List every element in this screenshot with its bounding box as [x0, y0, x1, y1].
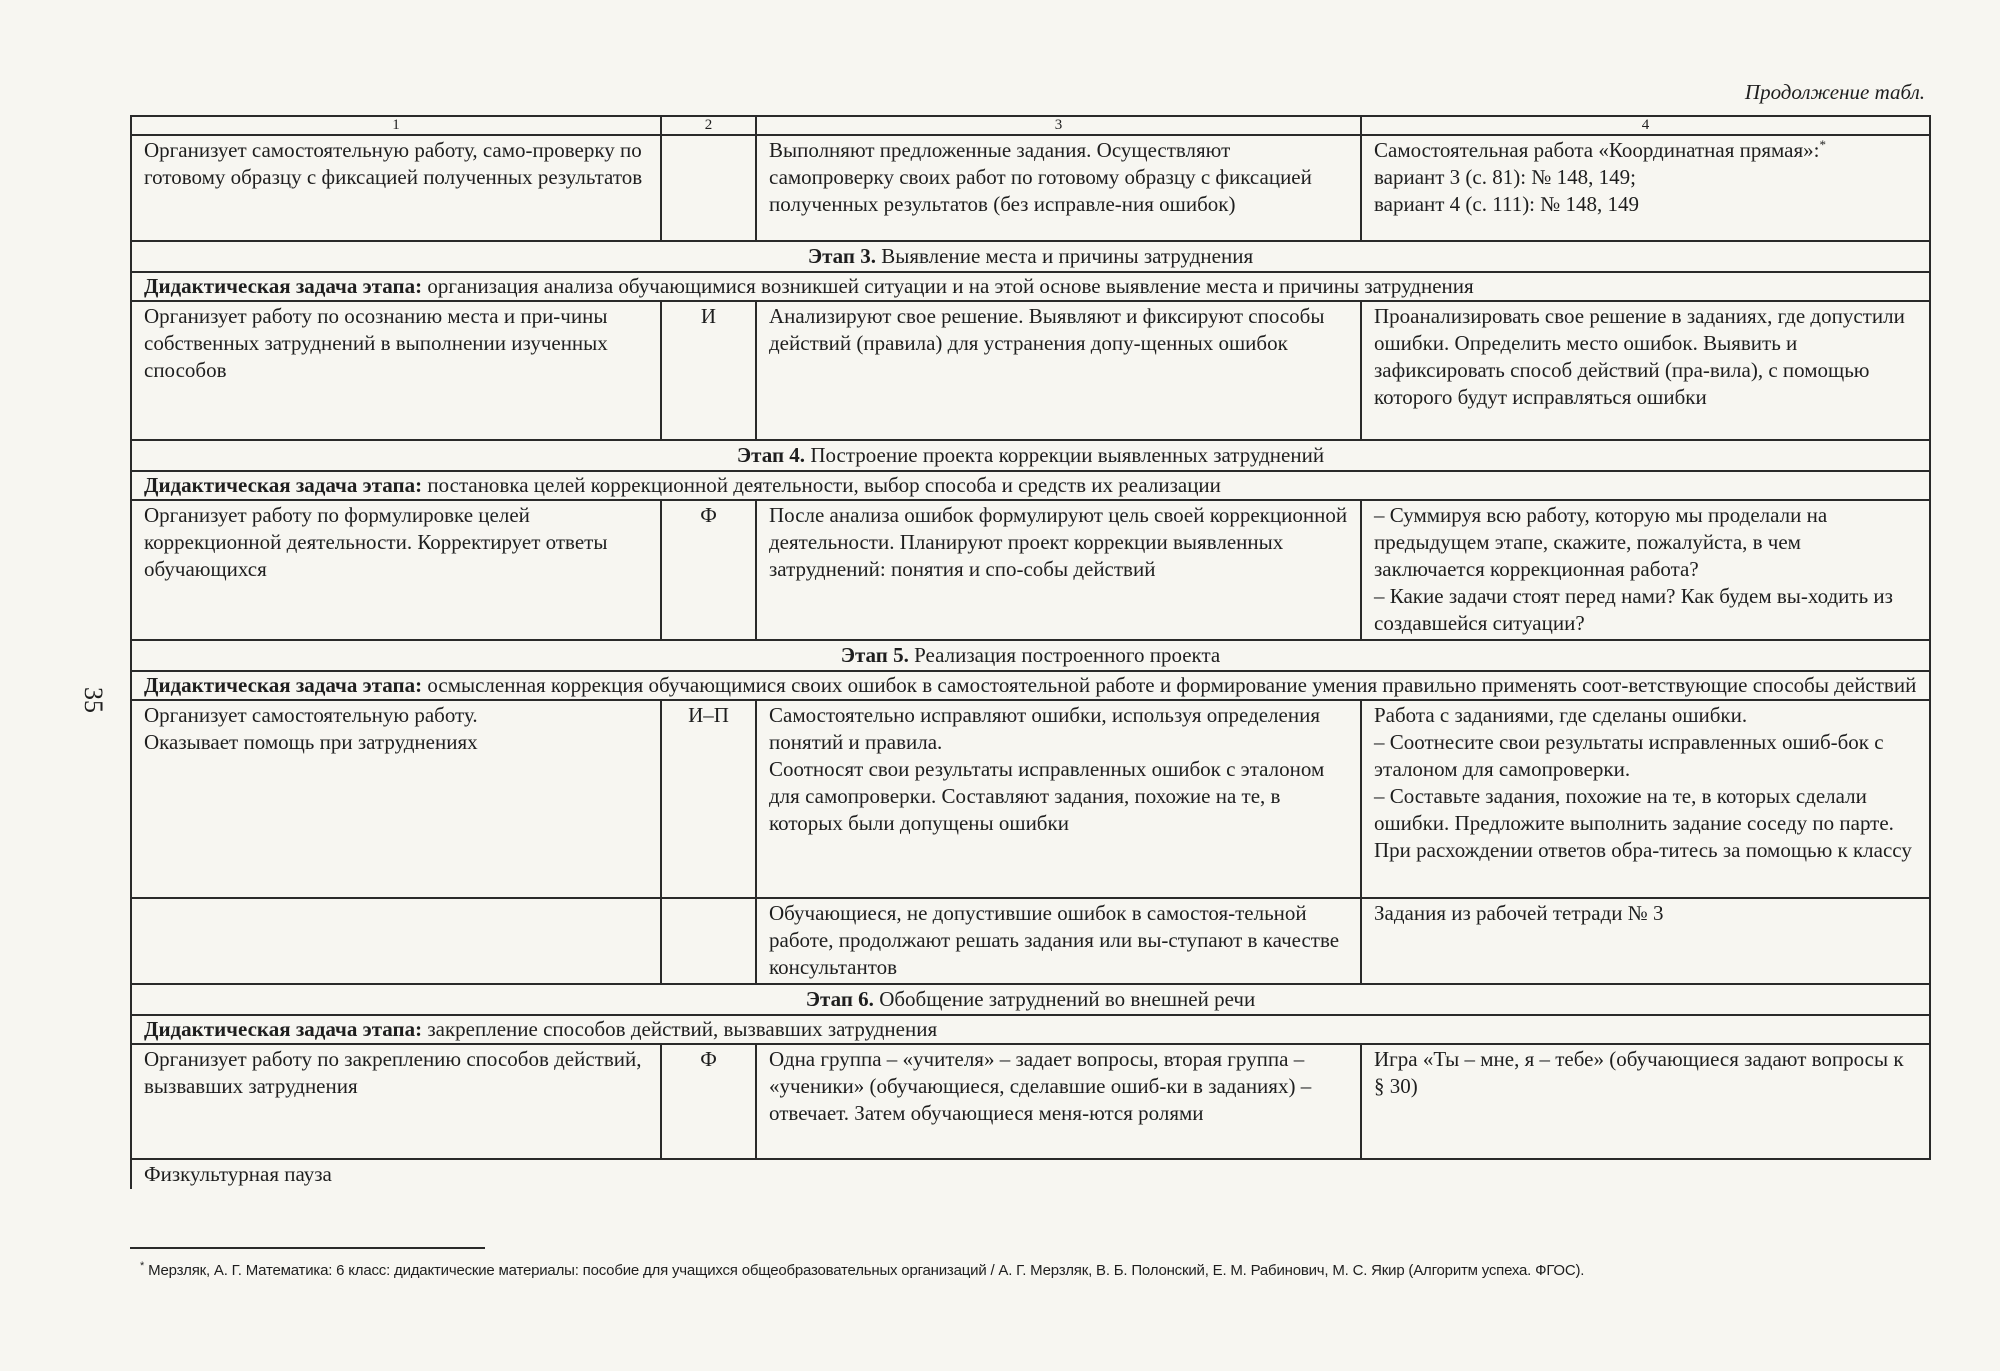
- stage-text: Реализация построенного проекта: [914, 643, 1221, 667]
- task-row: [131, 272, 1930, 301]
- stage-6-task: [131, 1015, 1930, 1044]
- stage-text: Построение проекта коррекции выявленных затруднений: [810, 443, 1325, 467]
- student-activity-cell: Выполняют предложенные задания. Осуществляют самопроверку своих работ по готовому образцу с фиксацией полученных результатов (без исправле-ния ошибок): [756, 135, 1361, 241]
- variant-4: вариант 4 (с. 111): № 148, 149: [1374, 192, 1640, 216]
- task-content-cell: [1361, 135, 1930, 241]
- stage-label: Этап 4.: [736, 443, 806, 467]
- footnote-mark: *: [1819, 137, 1827, 152]
- stage-text: Выявление места и причины затруднения: [881, 244, 1254, 268]
- stage-label: Этап 3.: [807, 244, 876, 268]
- task-label: Дидактическая задача этапа:: [144, 1017, 423, 1041]
- stage-5-title: [131, 640, 1930, 671]
- task-content-cell: Игра «Ты – мне, я – тебе» (обучающиеся задают вопросы к § 30): [1361, 1044, 1930, 1159]
- stage-row: [131, 440, 1930, 471]
- student-activity-cell: [756, 700, 1361, 898]
- work-form-cell: И–П: [661, 700, 756, 898]
- task-row: [131, 671, 1930, 700]
- task-row: [131, 471, 1930, 500]
- student-activity-cell: Одна группа – «учителя» – задает вопросы, вторая группа – «ученики» (обучающиеся, сделавшие ошиб-ки в заданиях) – отвечает. Затем обучающиеся меня-ются ролями: [756, 1044, 1361, 1159]
- table-row: [131, 898, 1930, 984]
- footnote: [140, 1262, 1930, 1279]
- pause-cell: Физкультурная пауза: [131, 1159, 1930, 1189]
- variant-3: вариант 3 (с. 81): № 148, 149;: [1374, 165, 1636, 189]
- student-activity-cell: Анализируют свое решение. Выявляют и фиксируют способы действий (правила) для устранения допу-щенных ошибок: [756, 301, 1361, 440]
- header-cell-1: 1: [131, 116, 661, 135]
- work-form-cell: Ф: [661, 500, 756, 640]
- stage-3-task: [131, 272, 1930, 301]
- student-activity-cell: После анализа ошибок формулируют цель своей коррекционной деятельности. Планируют проект коррекции выявленных затруднений: понятия и спо-собы действий: [756, 500, 1361, 640]
- page-number: 35: [79, 687, 108, 713]
- table-row: [131, 1159, 1930, 1189]
- header-cell-4: 4: [1361, 116, 1930, 135]
- task-text: организация анализа обучающимися возникшей ситуации и на этой основе выявление места и причины затруднения: [427, 274, 1474, 298]
- stage-4-title: [131, 440, 1930, 471]
- task-text: осмысленная коррекция обучающимися своих ошибок в самостоятельной работе и формирование умения правильно применять соот-ветствующие способы действий: [427, 673, 1917, 697]
- work-form-cell: Ф: [661, 1044, 756, 1159]
- stage-6-title: [131, 984, 1930, 1015]
- teacher-activity-cell: [131, 898, 661, 984]
- task-content-cell: Задания из рабочей тетради № 3: [1361, 898, 1930, 984]
- stage-label: Этап 5.: [840, 643, 909, 667]
- continuation-label: Продолжение табл.: [1744, 80, 1925, 104]
- header-cell-2: 2: [661, 116, 756, 135]
- teacher-activity-cell: Организует работу по осознанию места и при-чины собственных затруднений в выполнении изученных способов: [131, 301, 661, 440]
- task-content-cell: [1361, 700, 1930, 898]
- header-row: [131, 116, 1930, 135]
- stage-3-title: [131, 241, 1930, 272]
- student-line: Самостоятельно исправляют ошибки, используя определения понятий и правила.: [769, 703, 1320, 754]
- task-label: Дидактическая задача этапа:: [144, 673, 423, 697]
- table-row: [131, 500, 1930, 640]
- task-content-cell: Проанализировать свое решение в заданиях, где допустили ошибки. Определить место ошибок. Выявить и зафиксировать способ действий (пра-вила), с помощью которого будут исправляться ошибки: [1361, 301, 1930, 440]
- task-row: [131, 1015, 1930, 1044]
- table-row: [131, 700, 1930, 898]
- task-line: – Составьте задания, похожие на те, в которых сделали ошибки. Предложите выполнить задание соседу по парте. При расхождении ответов обра-титесь за помощью к классу: [1374, 784, 1912, 862]
- question-2: – Какие задачи стоят перед нами? Как будем вы-ходить из создавшейся ситуации?: [1374, 584, 1893, 635]
- footnote-text: Мерзляк, А. Г. Математика: 6 класс: дидактические материалы: пособие для учащихся общеобразовательных организаций / А. Г. Мерзляк, В. Б. Полонский, Е. М. Рабинович, М. С. Якир (Алгоритм успеха. ФГОС).: [148, 1262, 1585, 1279]
- stage-label: Этап 6.: [805, 987, 874, 1011]
- question-1: – Суммируя всю работу, которую мы проделали на предыдущем этапе, скажите, пожалуйста, в чем заключается коррекционная работа?: [1374, 503, 1828, 581]
- stage-text: Обобщение затруднений во внешней речи: [879, 987, 1256, 1011]
- stage-5-task: [131, 671, 1930, 700]
- stage-row: [131, 984, 1930, 1015]
- stage-row: [131, 241, 1930, 272]
- teacher-activity-cell: Организует самостоятельную работу, само-проверку по готовому образцу с фиксацией полученных результатов: [131, 135, 661, 241]
- task-text: постановка целей коррекционной деятельности, выбор способа и средств их реализации: [427, 473, 1221, 497]
- table-row: [131, 1044, 1930, 1159]
- task-line: – Соотнесите свои результаты исправленных ошиб-бок с эталоном для самопроверки.: [1374, 730, 1884, 781]
- stage-row: [131, 640, 1930, 671]
- footnote-mark: *: [140, 1260, 145, 1272]
- footnote-divider: [130, 1247, 485, 1249]
- table-row: [131, 135, 1930, 241]
- lesson-table: [130, 115, 1931, 1189]
- work-form-cell: [661, 898, 756, 984]
- stage-4-task: [131, 471, 1930, 500]
- teacher-activity-cell: [131, 700, 661, 898]
- task-text: закрепление способов действий, вызвавших затруднения: [427, 1017, 938, 1041]
- teacher-activity-cell: Организует работу по формулировке целей коррекционной деятельности. Корректирует ответы обучающихся: [131, 500, 661, 640]
- student-activity-cell: Обучающиеся, не допустившие ошибок в самостоя-тельной работе, продолжают решать задания или вы-ступают в качестве консультантов: [756, 898, 1361, 984]
- table-row: [131, 301, 1930, 440]
- student-line: Соотносят свои результаты исправленных ошибок с эталоном для самопроверки. Составляют задания, похожие на те, в которых были допущены ошибки: [769, 757, 1325, 835]
- task-label: Дидактическая задача этапа:: [144, 274, 423, 298]
- header-cell-3: 3: [756, 116, 1361, 135]
- teacher-line: Организует самостоятельную работу.: [144, 703, 478, 727]
- task-line: Работа с заданиями, где сделаны ошибки.: [1374, 703, 1748, 727]
- teacher-activity-cell: Организует работу по закреплению способов действий, вызвавших затруднения: [131, 1044, 661, 1159]
- task-content-cell: [1361, 500, 1930, 640]
- task-title: Самостоятельная работа «Координатная прямая»:: [1374, 138, 1820, 162]
- work-form-cell: [661, 135, 756, 241]
- teacher-line: Оказывает помощь при затруднениях: [144, 730, 478, 754]
- work-form-cell: И: [661, 301, 756, 440]
- task-label: Дидактическая задача этапа:: [144, 473, 423, 497]
